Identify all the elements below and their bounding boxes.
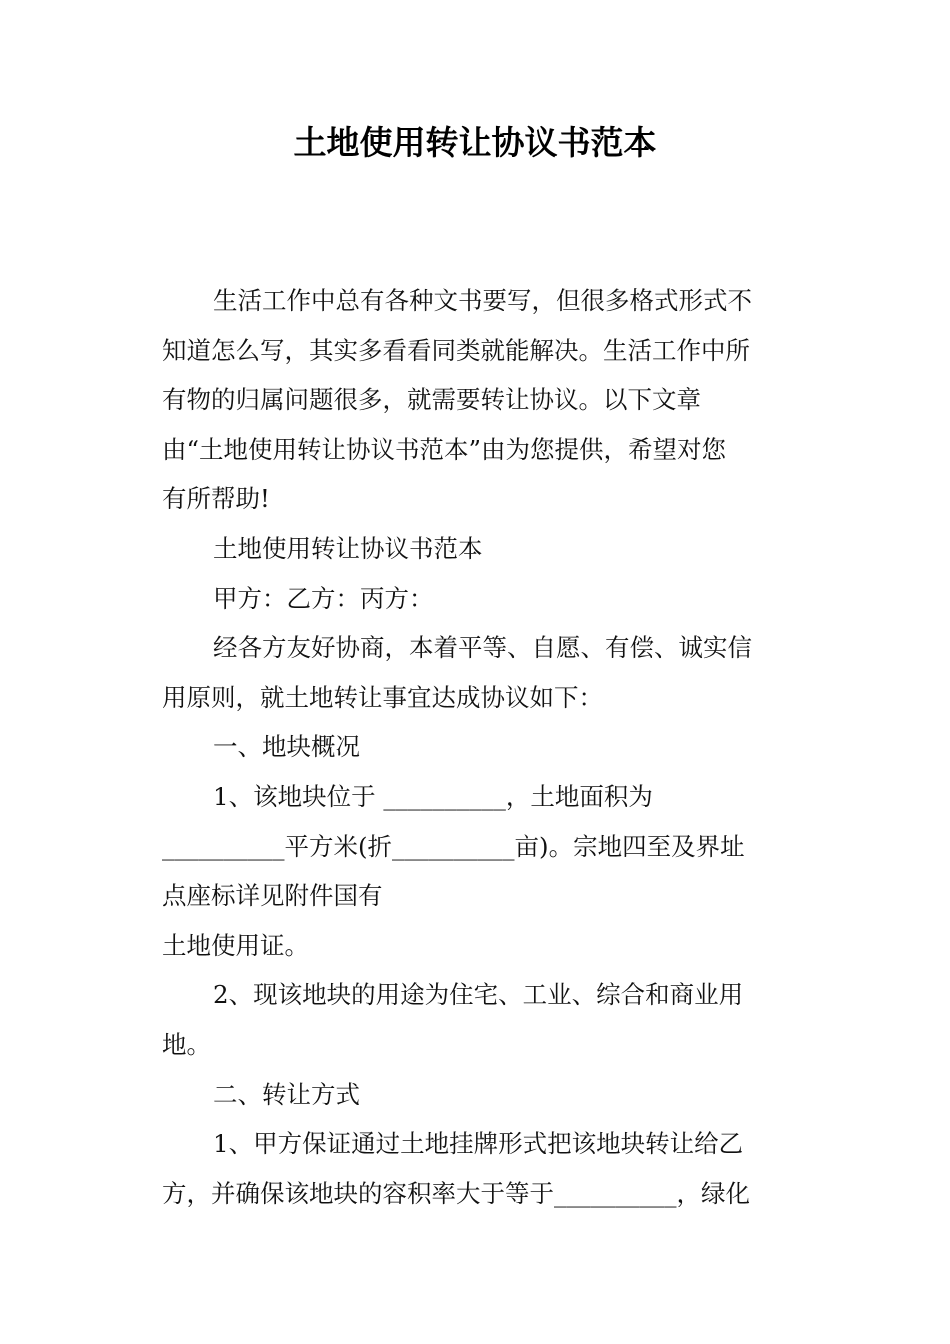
paragraph-line: 用原则，就土地转让事宜达成协议如下： — [162, 682, 603, 712]
clause-line: 2、现该地块的用途为住宅、工业、综合和商业用 — [213, 980, 744, 1010]
paragraph-line: 由“土地使用转让协议书范本”由为您提供，希望对您 — [162, 434, 727, 464]
clause-line: 土地使用证。 — [162, 930, 309, 960]
clause-line: 1、甲方保证通过土地挂牌形式把该地块转让给乙 — [213, 1129, 744, 1159]
clause-line: 方，并确保该地块的容积率大于等于__________，绿化 — [162, 1178, 750, 1208]
section-heading: 一、地块概况 — [213, 732, 360, 762]
document-title: 土地使用转让协议书范本 — [293, 123, 657, 162]
clause-line: 地。 — [162, 1029, 211, 1059]
paragraph-line: 经各方友好协商，本着平等、自愿、有偿、诚实信 — [213, 633, 752, 663]
clause-line: 点座标详见附件国有 — [162, 881, 383, 911]
paragraph-line: 有物的归属问题很多，就需要转让协议。以下文章 — [162, 385, 701, 415]
paragraph-line: 有所帮助! — [162, 484, 270, 514]
paragraph-line: 生活工作中总有各种文书要写，但很多格式形式不 — [213, 286, 752, 315]
clause-line: __________平方米(折__________亩)。宗地四至及界址 — [162, 831, 745, 861]
clause-line: 1、该地块位于 __________，土地面积为 — [213, 781, 653, 811]
parties-line: 甲方：乙方：丙方： — [213, 583, 434, 613]
section-heading: 二、转让方式 — [213, 1079, 360, 1109]
document-body — [162, 276, 776, 1218]
paragraph-line: 知道怎么写，其实多看看同类就能解决。生活工作中所 — [162, 335, 750, 365]
section-heading: 土地使用转让协议书范本 — [213, 533, 483, 563]
